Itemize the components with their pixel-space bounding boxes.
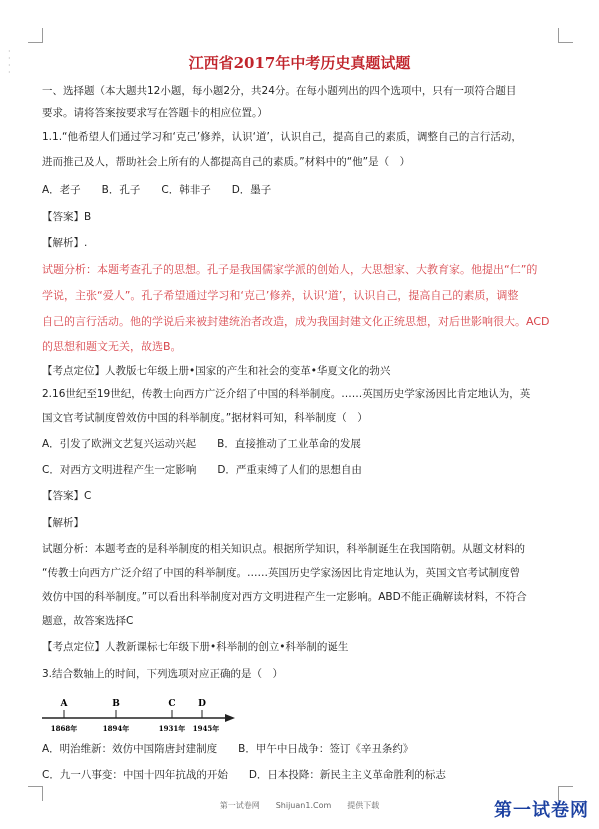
- crop-mark-top-right: [558, 28, 573, 43]
- timeline-label: B: [112, 699, 120, 709]
- text-line: C．对西方文明进程产生一定影响 D．严重束缚了人们的思想自由: [42, 464, 362, 476]
- text-line: A．引发了欧洲文艺复兴运动兴起 B．直接推动了工业革命的发展: [42, 438, 361, 450]
- text-line: 效仿中国的科举制度。”可以看出科举制度对西方文明进程产生一定影响。ABD不能正确解读材料，不符合: [42, 591, 527, 603]
- text-line: 【考点定位】人教版七年级上册•国家的产生和社会的变革•华夏文化的勃兴: [42, 365, 391, 377]
- text-line: 【考点定位】人教新课标七年级下册•科举制的创立•科举制的诞生: [42, 641, 349, 653]
- text-line: A．明治维新：效仿中国隋唐封建制度 B．甲午中日战争：签订《辛丑条约》: [42, 743, 414, 755]
- crop-mark-bottom-left: [28, 786, 43, 801]
- text-line: 3.结合数轴上的时间，下列选项对应正确的是（ ）: [42, 668, 284, 680]
- analysis-label: 【解析】: [42, 517, 84, 529]
- timeline-year: 1945年: [192, 724, 220, 733]
- answer-label: 【答案】C: [42, 490, 92, 502]
- timeline-arrow: [225, 714, 235, 722]
- analysis-label: 【解析】.: [42, 237, 88, 249]
- text-line: A．老子 B．孔子 C．韩非子 D．墨子: [42, 184, 272, 196]
- analysis-text-red: 学说，主张“爱人”。孔子希望通过学习和‘克己’修养，认识‘道’，认识自己，提高自己的素质，调整: [42, 289, 519, 302]
- timeline-label: C: [168, 699, 176, 709]
- crop-mark-top-left: [28, 28, 43, 43]
- analysis-text-red: 的思想和题文无关，故选B。: [42, 340, 182, 353]
- page-footer: 第一试卷网 Shijuan1.Com 提供下载: [219, 801, 380, 810]
- text-line: 试题分析：本题考查的是科举制度的相关知识点。根据所学知识，科举制诞生在我国隋朝。从题文材料的: [42, 543, 525, 555]
- text-line: 题意，故答案选择C: [42, 615, 134, 627]
- text-line: 进而推己及人，帮助社会上所有的人都提高自己的素质。”材料中的“他”是（ ）: [42, 156, 411, 168]
- binding-dots: · · · ·: [8, 47, 11, 77]
- timeline-label: D: [198, 699, 206, 709]
- timeline-figure: [40, 696, 240, 736]
- text-line: “传教士向西方广泛介绍了中国的科举制度。……英国历史学家汤因比肯定地认为，英国文官考试制度曾: [42, 567, 520, 579]
- text-line: 1.1.“他希望人们通过学习和‘克己’修养，认识‘道’，认识自己，提高自己的素质，调整自己的言行活动，: [42, 131, 522, 143]
- text-line: 国文官考试制度曾效仿中国的科举制度。”据材料可知，科举制度（ ）: [42, 412, 368, 424]
- text-line: C．九一八事变：中国十四年抗战的开始 D．日本投降：新民主主义革命胜利的标志: [42, 769, 446, 781]
- answer-label: 【答案】B: [42, 211, 92, 223]
- timeline-label: A: [60, 699, 68, 709]
- site-logo: 第一试卷网: [494, 800, 589, 821]
- timeline-year: 1931年: [158, 724, 186, 733]
- analysis-text-red: 自己的言行活动。他的学说后来被封建统治者改造，成为我国封建文化正统思想，对后世影响很大。ACD: [42, 315, 550, 328]
- text-line: 要求。请将答案按要求写在答题卡的相应位置。）: [42, 107, 268, 119]
- text-line: 2.16世纪至19世纪，传教士向西方广泛介绍了中国的科举制度。……英国历史学家汤因比肯定地认为，英: [42, 388, 531, 400]
- timeline-year: 1894年: [102, 724, 130, 733]
- analysis-text-red: 试题分析：本题考查孔子的思想。孔子是我国儒家学派的创始人，大思想家、大教育家。他提出“仁”的: [42, 263, 538, 276]
- timeline-year: 1868年: [50, 724, 78, 733]
- document-title: 江西省2017年中考历史真题试题: [188, 54, 411, 72]
- text-line: 一、选择题（本大题共12小题，每小题2分，共24分。在每小题列出的四个选项中，只有一项符合题目: [42, 85, 517, 97]
